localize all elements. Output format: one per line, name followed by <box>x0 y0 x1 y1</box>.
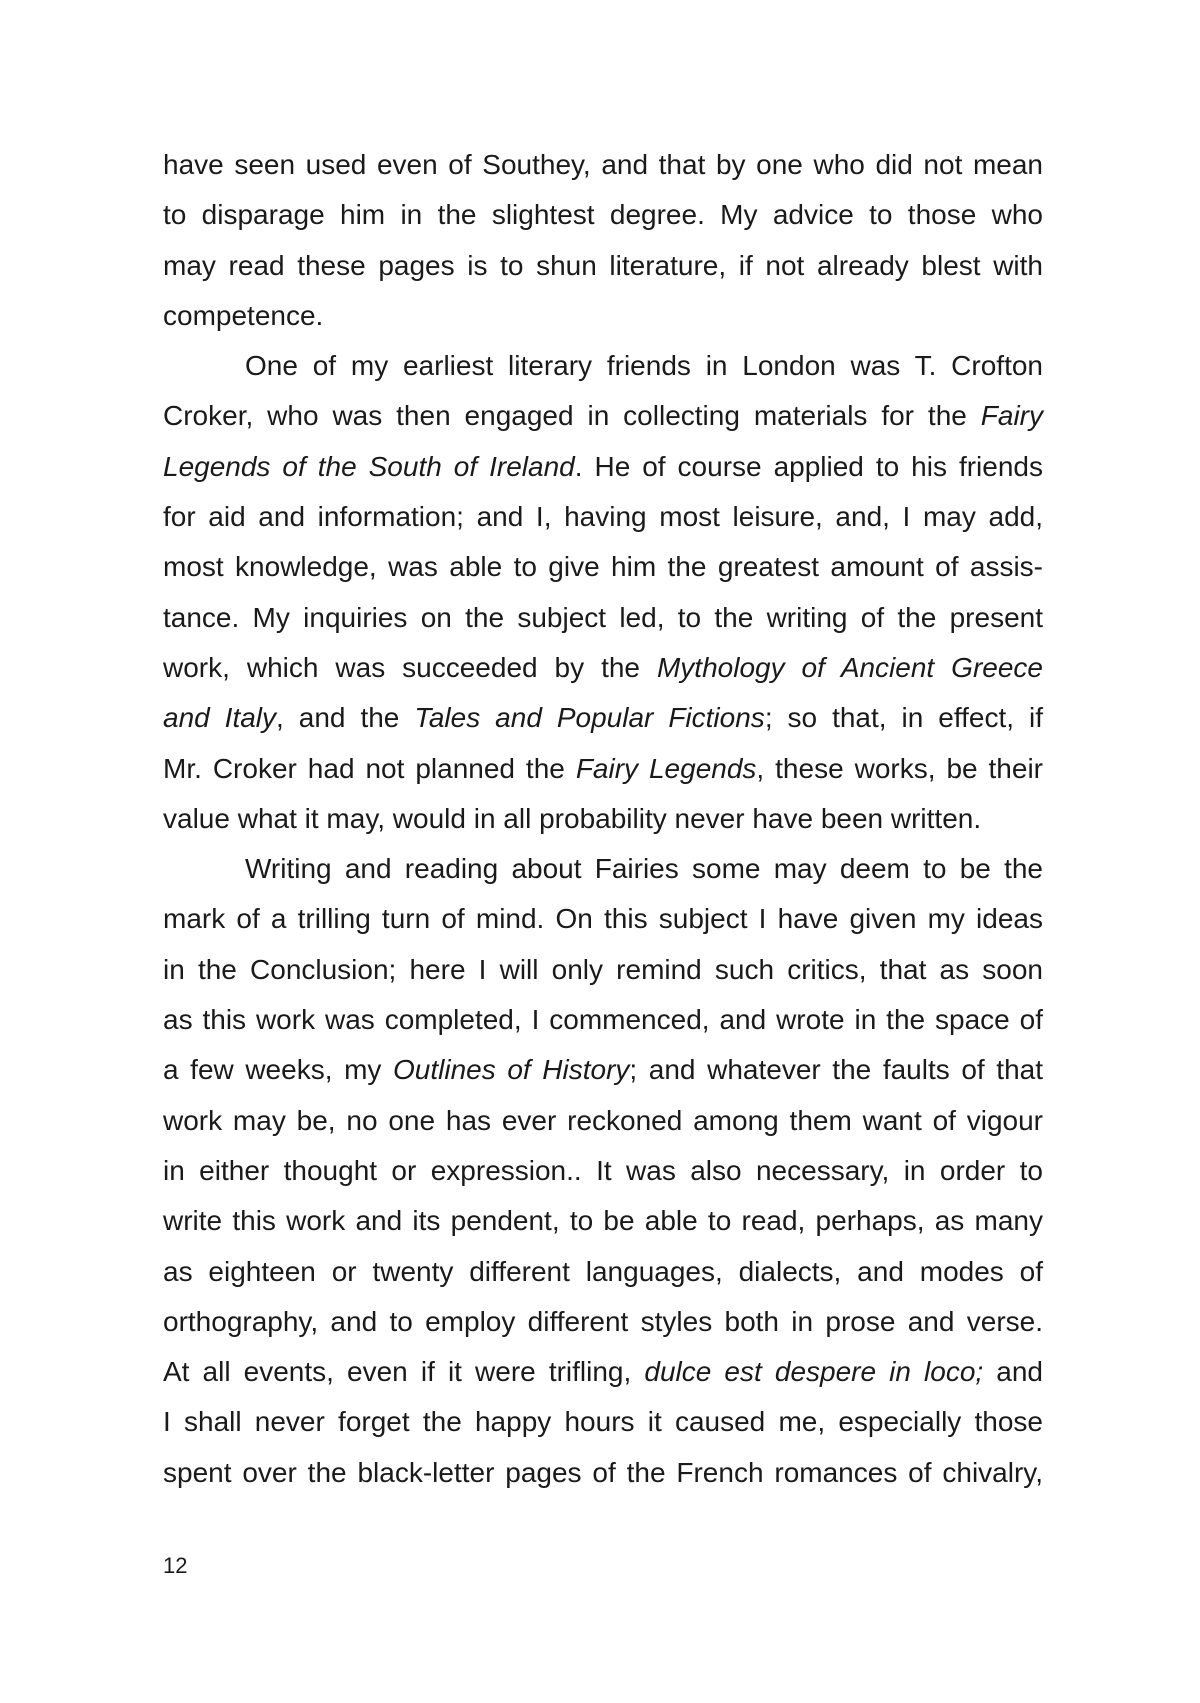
text-segment: most knowledge, was able to give him the greatest amount of assis- <box>163 551 1043 583</box>
text-segment: ; so that, in effect, if <box>764 702 1043 734</box>
text-segment: in the Conclusion; here I will only remind such critics, that as soon <box>163 953 1043 985</box>
text-segment: and <box>983 1356 1043 1388</box>
text-segment: . He of course applied to his friends <box>574 450 1043 482</box>
text-segment: may read these pages is to shun literature, if not already blest with <box>163 249 1043 281</box>
text-line <box>163 945 1043 995</box>
text-segment: work may be, no one has ever reckoned among them want of vigour <box>163 1104 1043 1136</box>
text-segment: tance. My inquiries on the subject led, to the writing of the present <box>163 601 1043 633</box>
text-line <box>163 1196 1043 1246</box>
text-segment: in either thought or expression.. It was also necessary, in order to <box>163 1154 1043 1186</box>
text-line <box>163 794 1043 844</box>
text-line <box>163 894 1043 944</box>
italic-title-text: Fairy Legends <box>575 752 757 784</box>
text-line <box>163 291 1043 341</box>
text-line <box>163 643 1043 693</box>
italic-title-text: Legends of the South of Ireland <box>163 450 575 482</box>
body-text <box>163 140 1043 1498</box>
text-segment: , these works, be their <box>756 752 1044 784</box>
text-segment: I shall never forget the happy hours it caused me, especially those <box>163 1406 1043 1438</box>
text-segment: to disparage him in the slightest degree. My advice to those who <box>163 199 1043 231</box>
text-line <box>163 1347 1043 1397</box>
text-line <box>163 844 1043 894</box>
text-line <box>163 241 1043 291</box>
italic-title-text: Mythology of Ancient Greece <box>656 651 1043 683</box>
text-line <box>163 1096 1043 1146</box>
text-line <box>163 190 1043 240</box>
text-segment: as eighteen or twenty different languages, dialects, and modes of <box>163 1255 1043 1287</box>
text-line <box>163 1448 1043 1498</box>
text-segment: mark of a trilling turn of mind. On this subject I have given my ideas <box>163 903 1043 935</box>
text-line <box>163 140 1043 190</box>
text-line <box>163 542 1043 592</box>
text-line <box>163 391 1043 441</box>
text-line <box>163 593 1043 643</box>
text-line <box>163 341 1043 391</box>
text-segment: for aid and information; and I, having most leisure, and, I may add, <box>163 501 1043 533</box>
text-segment: spent over the black-letter pages of the French romances of chivalry, <box>163 1456 1043 1488</box>
text-segment: Croker, who was then engaged in collecting materials for the <box>163 400 981 432</box>
text-segment: work, which was succeeded by the <box>163 651 657 683</box>
text-line <box>163 995 1043 1045</box>
text-segment: One of my earliest literary friends in London was T. Crofton <box>245 350 1043 382</box>
text-segment: competence. <box>163 299 324 331</box>
text-line <box>163 1297 1043 1347</box>
text-segment: write this work and its pendent, to be able to read, perhaps, as many <box>163 1205 1043 1237</box>
text-segment: At all events, even if it were trifling, <box>163 1356 645 1388</box>
text-segment: , and the <box>276 702 415 734</box>
text-line <box>163 1146 1043 1196</box>
text-segment: orthography, and to employ different styles both in prose and verse. <box>163 1305 1043 1337</box>
text-segment: Mr. Croker had not planned the <box>163 752 576 784</box>
text-line <box>163 1247 1043 1297</box>
text-line <box>163 744 1043 794</box>
italic-title-text: Fairy <box>980 400 1043 432</box>
text-line <box>163 1397 1043 1447</box>
text-line <box>163 693 1043 743</box>
text-line <box>163 492 1043 542</box>
text-line <box>163 442 1043 492</box>
italic-title-text: dulce est despere in loco; <box>644 1356 984 1388</box>
text-segment: value what it may, would in all probability never have been written. <box>163 802 982 834</box>
text-segment: a few weeks, my <box>163 1054 394 1086</box>
italic-title-text: Tales and Popular Fictions <box>414 702 765 734</box>
page-number: 12 <box>163 1553 188 1578</box>
italic-title-text: and Italy <box>163 702 277 734</box>
text-segment: Writing and reading about Fairies some may deem to be the <box>245 853 1043 885</box>
text-segment: ; and whatever the faults of that <box>629 1054 1044 1086</box>
text-line <box>163 1045 1043 1095</box>
text-segment: have seen used even of Southey, and that by one who did not mean <box>163 149 1043 180</box>
italic-title-text: Outlines of History <box>393 1054 630 1086</box>
text-segment: as this work was completed, I commenced, and wrote in the space of <box>163 1004 1043 1036</box>
